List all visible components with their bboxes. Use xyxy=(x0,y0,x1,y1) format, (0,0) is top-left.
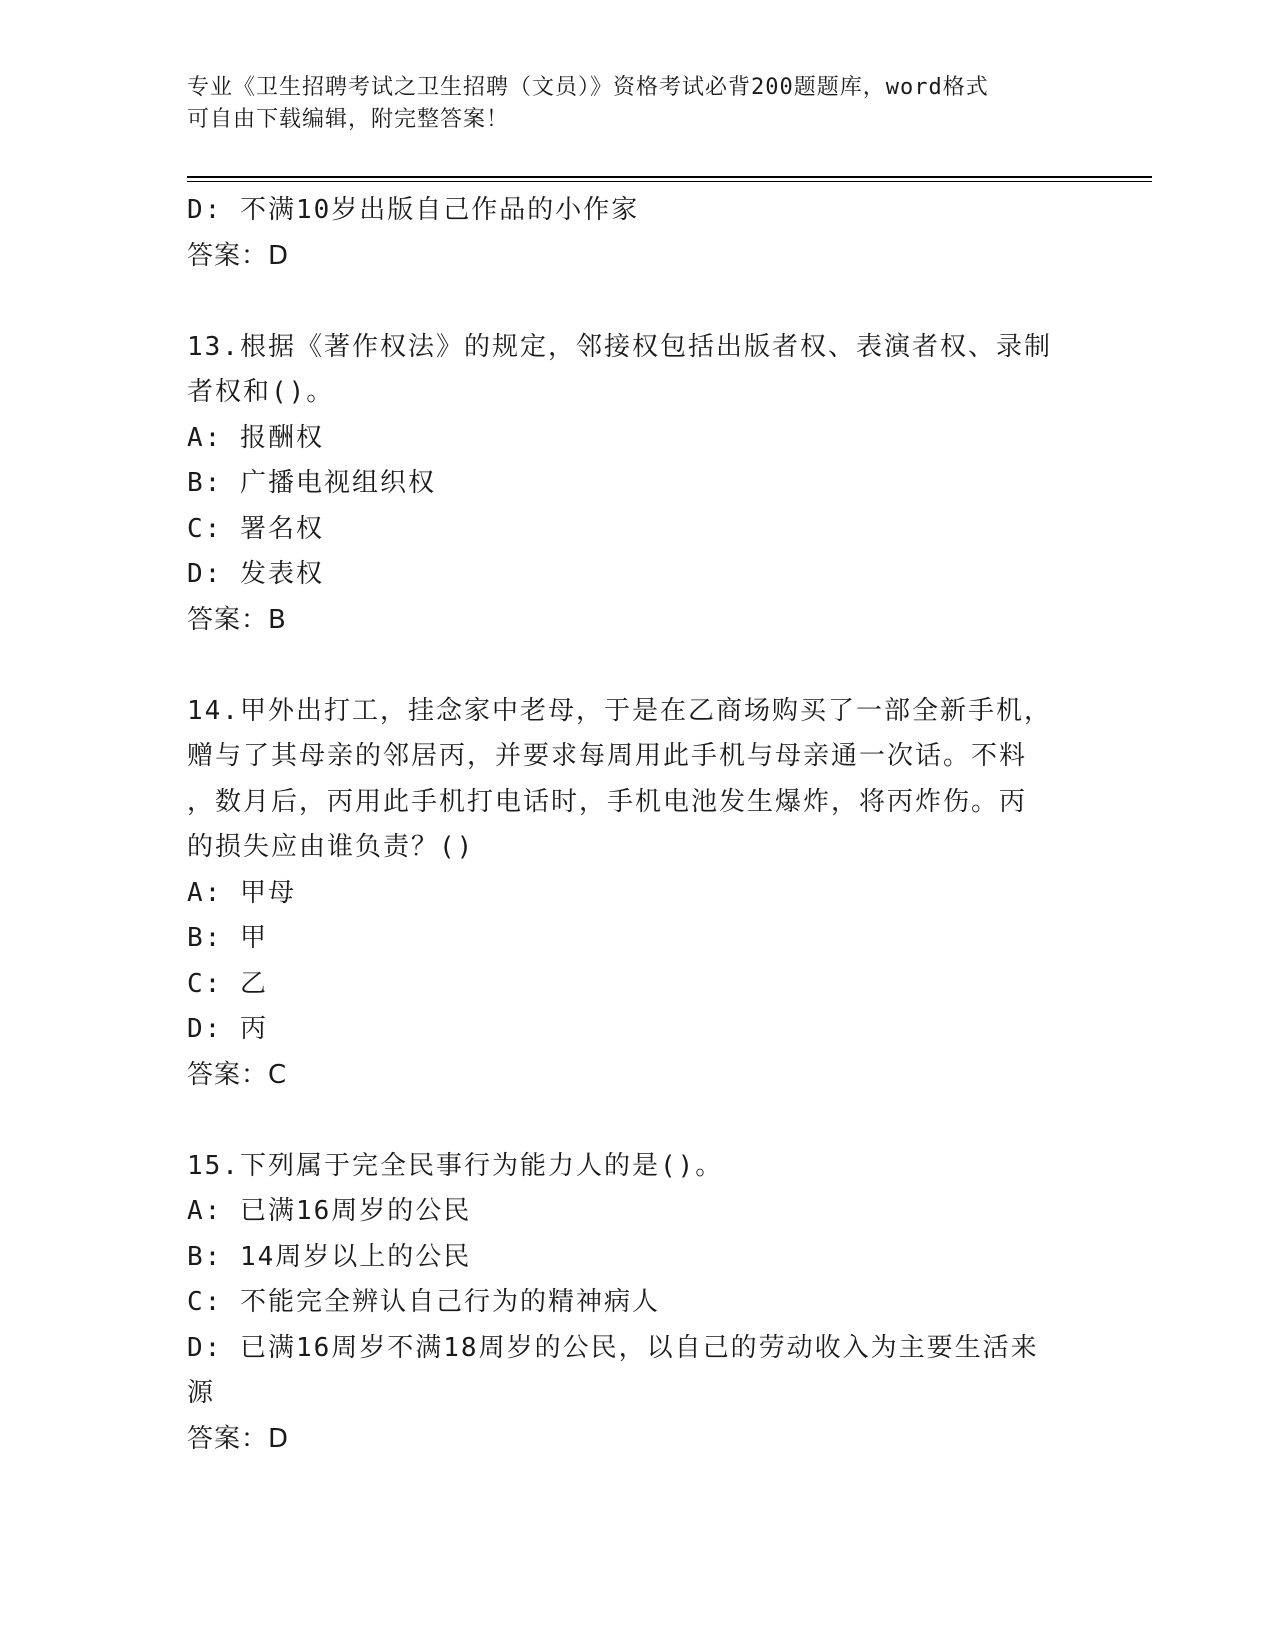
option-b: B: 14周岁以上的公民 xyxy=(187,1241,472,1272)
option-c: C: 署名权 xyxy=(187,513,324,544)
option-d-continuation: 源 xyxy=(187,1378,216,1408)
partial-option-d: D: 不满10岁出版自己作品的小作家 xyxy=(187,195,640,225)
option-d: D: 发表权 xyxy=(187,559,324,589)
header-line-1: 专业《卫生招聘考试之卫生招聘（文员）》资格考试必背200题题库，word格式 xyxy=(187,75,989,100)
option-a: A: 甲母 xyxy=(187,877,296,908)
answer-line: 答案：B xyxy=(187,604,287,635)
answer-line: 答案：D xyxy=(187,1423,290,1454)
question-stem-line: 14.甲外出打工，挂念家中老母，于是在乙商场购买了一部全新手机， xyxy=(187,695,1052,726)
partial-answer: 答案：D xyxy=(187,240,290,271)
answer-line: 答案：C xyxy=(187,1059,288,1090)
question-14 xyxy=(187,689,1077,1099)
option-a: A: 已满16周岁的公民 xyxy=(187,1196,472,1226)
option-c: C: 不能完全辨认自己行为的精神病人 xyxy=(187,1287,660,1317)
question-stem-line: 赠与了其母亲的邻居丙，并要求每周用此手机与母亲通一次话。不料 xyxy=(187,741,1028,771)
question-13 xyxy=(187,325,1077,644)
question-stem-line: 13.根据《著作权法》的规定，邻接权包括出版者权、表演者权、录制 xyxy=(187,331,1052,362)
question-stem-line: 的损失应由谁负责？() xyxy=(187,832,475,862)
option-d: D: 丙 xyxy=(187,1014,268,1044)
option-c: C: 乙 xyxy=(187,968,268,999)
question-stem-line: 15.下列属于完全民事行为能力人的是()。 xyxy=(187,1150,724,1181)
question-content xyxy=(187,188,1077,1462)
header-divider-thick xyxy=(187,176,1152,178)
document-header xyxy=(187,72,1087,136)
option-b: B: 广播电视组织权 xyxy=(187,468,436,498)
header-divider-thin xyxy=(187,181,1152,182)
option-d: D: 已满16周岁不满18周岁的公民，以自己的劳动收入为主要生活来 xyxy=(187,1332,1039,1363)
option-b: B: 甲 xyxy=(187,923,268,953)
question-stem-line: ，数月后，丙用此手机打电话时，手机电池发生爆炸，将丙炸伤。丙 xyxy=(187,786,1028,817)
header-line-2: 可自由下载编辑，附完整答案！ xyxy=(187,107,510,132)
question-stem-line: 者权和()。 xyxy=(187,377,335,407)
question-15 xyxy=(187,1144,1077,1463)
option-a: A: 报酬权 xyxy=(187,422,324,453)
